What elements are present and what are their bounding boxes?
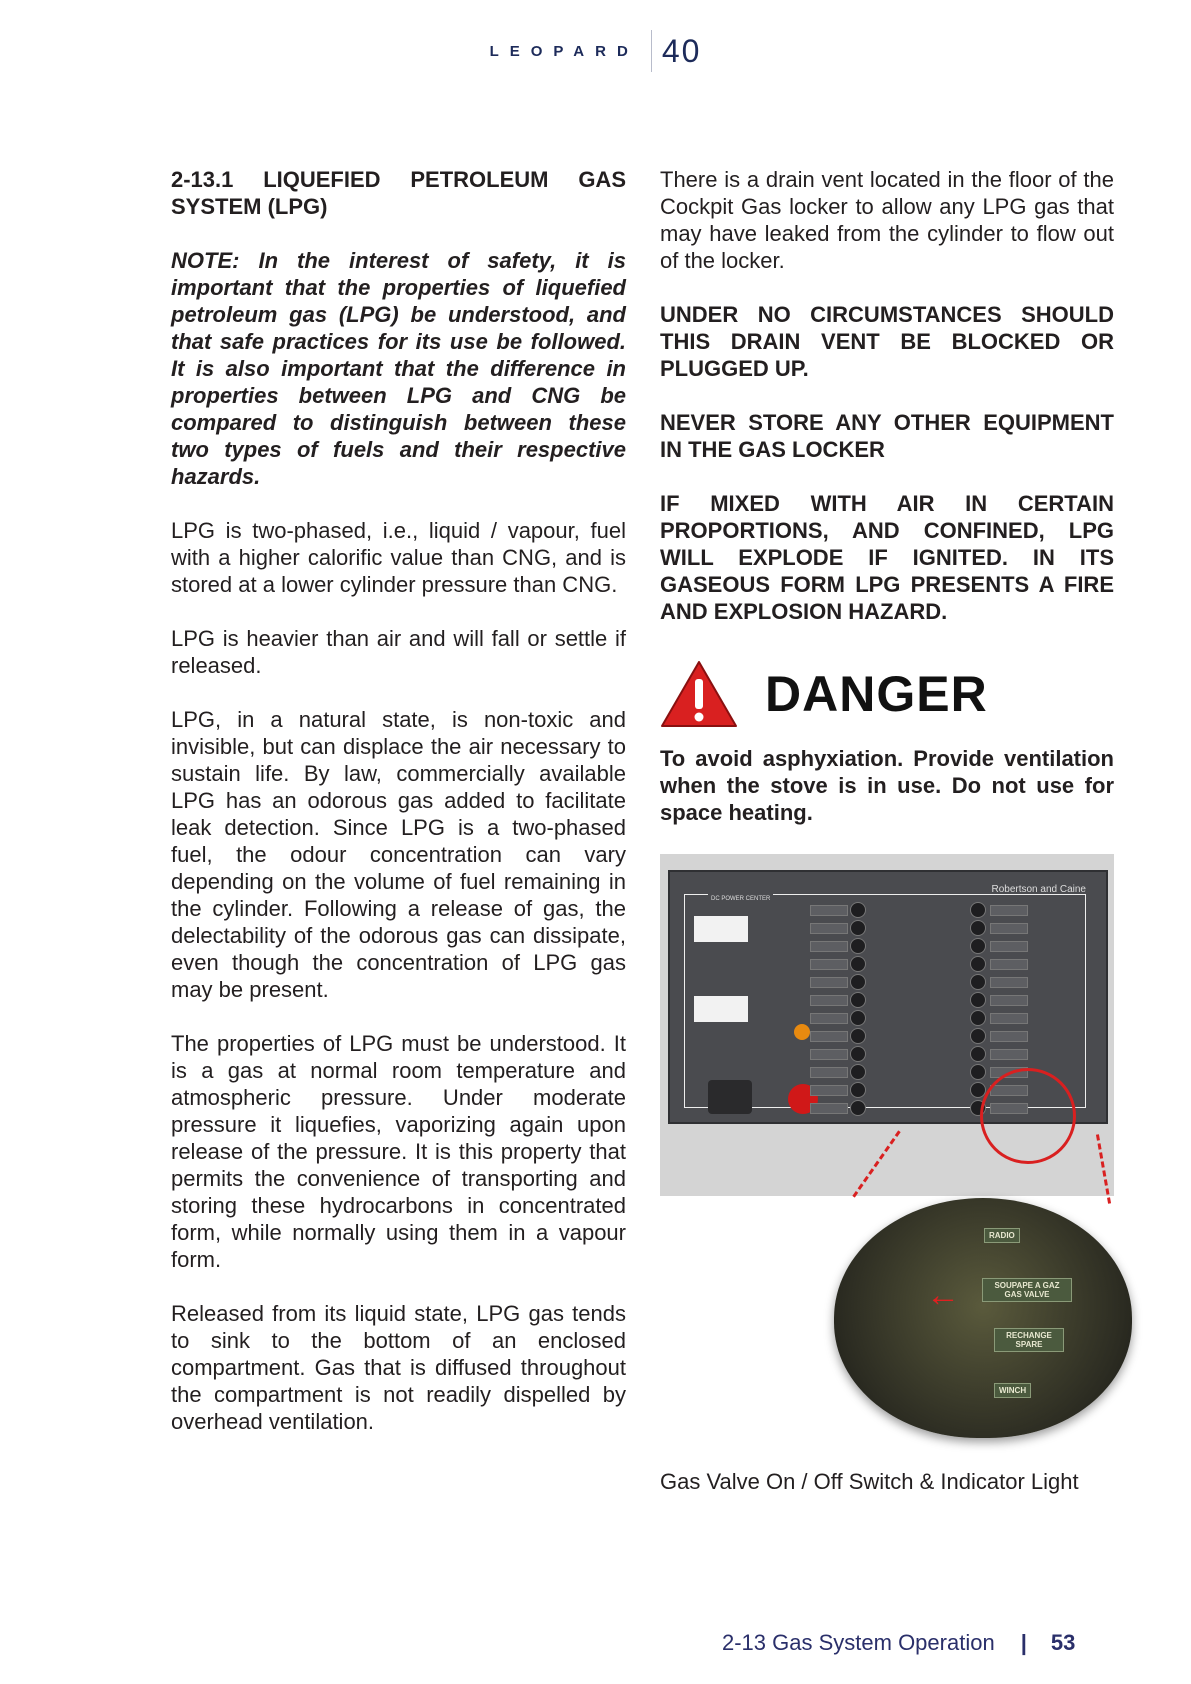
- breaker-switch: [970, 902, 986, 918]
- breaker-switch: [850, 1028, 866, 1044]
- highlight-circle: [980, 1068, 1076, 1164]
- warning-caps: IF MIXED WITH AIR IN CERTAIN PROPORTIONS, AND CONFINED, LPG WILL EXPLODE IF IGNITED. IN ITS GASEOUS FORM LPG PRESENTS A FIRE AND EXPLOSION HAZARD.: [660, 491, 1114, 624]
- logo-model: 40: [661, 32, 702, 69]
- zoom-label: RADIO: [984, 1228, 1020, 1243]
- zoom-label: SOUPAPE A GAZ GAS VALVE: [982, 1278, 1072, 1302]
- breaker-switch: [850, 902, 866, 918]
- breaker-switch: [970, 1010, 986, 1026]
- safety-note: NOTE: In the interest of safety, it is important that the properties of liquefied petroleum gas (LPG) be understood, and that safe practices for its use be followed. It is also important that the difference in properties between LPG and CNG be compared to distinguish between these two types of fuels and their respective hazards.: [171, 248, 626, 489]
- section-heading: 2-13.1 LIQUEFIED PETROLEUM GAS SYSTEM (LPG): [171, 167, 626, 219]
- paragraph: LPG is two-phased, i.e., liquid / vapour, fuel with a higher calorific value than CNG, and is stored at a lower cylinder pressure than CNG.: [171, 518, 626, 597]
- breaker-label: [810, 1103, 848, 1114]
- paragraph: The properties of LPG must be understood. It is a gas at normal room temperature and atmospheric pressure. Under moderate pressure it liquefies, vaporizing again upon release of the pressure. It is this property that permits the convenience of transporting and storing these hydrocarbons in concentrated form, while normally using them in a vapour form.: [171, 1031, 626, 1272]
- breaker-label: [990, 977, 1028, 988]
- logo-divider: [651, 30, 652, 72]
- zoom-label: WINCH: [994, 1383, 1031, 1398]
- panel-title: DC POWER CENTER: [708, 886, 773, 913]
- breaker-label: [810, 995, 848, 1006]
- paragraph: Released from its liquid state, LPG gas tends to sink to the bottom of an enclosed compartment. Gas that is diffused throughout the compartment is not readily dispelled by overhead ventilation.: [171, 1301, 626, 1434]
- breaker-label: [810, 959, 848, 970]
- logo-brand: LEOPARD: [489, 42, 639, 60]
- breaker-label: [810, 1031, 848, 1042]
- gas-valve-photo: [660, 854, 1114, 1444]
- breaker-switch: [970, 1046, 986, 1062]
- danger-banner: [660, 659, 1114, 729]
- warning-caps: UNDER NO CIRCUMSTANCES SHOULD THIS DRAIN VENT BE BLOCKED OR PLUGGED UP.: [660, 302, 1114, 381]
- zoom-label: RECHANGE SPARE: [994, 1328, 1064, 1352]
- breaker-switch: [850, 1100, 866, 1116]
- page-footer: [722, 1630, 1075, 1656]
- warning-caps: NEVER STORE ANY OTHER EQUIPMENT IN THE GAS LOCKER: [660, 410, 1114, 462]
- breaker-label: [810, 1067, 848, 1078]
- warning-triangle-icon: [660, 659, 738, 729]
- breaker-label: [990, 1013, 1028, 1024]
- zoomed-switch-detail: [834, 1198, 1132, 1438]
- breaker-label: [990, 959, 1028, 970]
- breaker-switch: [850, 956, 866, 972]
- logo: [0, 30, 1191, 72]
- breaker-switch: [970, 1064, 986, 1080]
- breaker-switch: [850, 1082, 866, 1098]
- breaker-switch: [850, 992, 866, 1008]
- breaker-label: [990, 923, 1028, 934]
- breaker-label: [810, 941, 848, 952]
- breaker-switch: [850, 920, 866, 936]
- paragraph: LPG, in a natural state, is non-toxic and invisible, but can displace the air necessary to sustain life. By law, commercially available LPG has an odorous gas added to facilitate leak detection. Since LPG is a two-phased fuel, the odour concentration can vary depending on the volume of fuel remaining in the cylinder. Following a release of gas, the delectability of the odorous gas can dissipate, even though the concentration of LPG gas may be present.: [171, 707, 626, 1002]
- breaker-switch: [850, 974, 866, 990]
- danger-text: To avoid asphyxiation. Provide ventilation when the stove is in use. Do not use for space heating.: [660, 746, 1114, 825]
- breaker-label: [990, 905, 1028, 916]
- breaker-switch: [970, 956, 986, 972]
- breaker-switch: [850, 1046, 866, 1062]
- breaker-label: [990, 995, 1028, 1006]
- breaker-switch: [970, 938, 986, 954]
- panel-maker: Robertson and Caine: [991, 884, 1086, 895]
- drain-vent-paragraph: There is a drain vent located in the floor of the Cockpit Gas locker to allow any LPG gas that may have leaked from the cylinder to flow out of the locker.: [660, 167, 1114, 273]
- breaker-label: [810, 977, 848, 988]
- footer-separator: |: [1020, 1630, 1027, 1655]
- arrow-icon: ←: [926, 1276, 960, 1314]
- right-column: [660, 166, 1114, 1495]
- page-number: 53: [1050, 1630, 1076, 1655]
- breaker-switch: [970, 920, 986, 936]
- breaker-label: [990, 1031, 1028, 1042]
- breaker-switch: [850, 1010, 866, 1026]
- breaker-switch: [970, 974, 986, 990]
- photo-caption: Gas Valve On / Off Switch & Indicator Light: [660, 1469, 1079, 1494]
- breaker-label: [810, 1049, 848, 1060]
- breaker-switch: [970, 1028, 986, 1044]
- left-column: [171, 166, 626, 1462]
- breaker-switch: [850, 1064, 866, 1080]
- breaker-label: [810, 1013, 848, 1024]
- paragraph: LPG is heavier than air and will fall or settle if released.: [171, 626, 626, 678]
- breaker-label: [810, 1085, 848, 1096]
- dc-power-panel: [668, 870, 1108, 1124]
- breaker-label: [810, 905, 848, 916]
- breaker-switch: [850, 938, 866, 954]
- footer-section: 2-13 Gas System Operation: [722, 1630, 995, 1655]
- breaker-label: [810, 923, 848, 934]
- danger-label: DANGER: [765, 665, 988, 722]
- breaker-label: [990, 941, 1028, 952]
- breaker-label: [990, 1049, 1028, 1060]
- breaker-switch: [970, 992, 986, 1008]
